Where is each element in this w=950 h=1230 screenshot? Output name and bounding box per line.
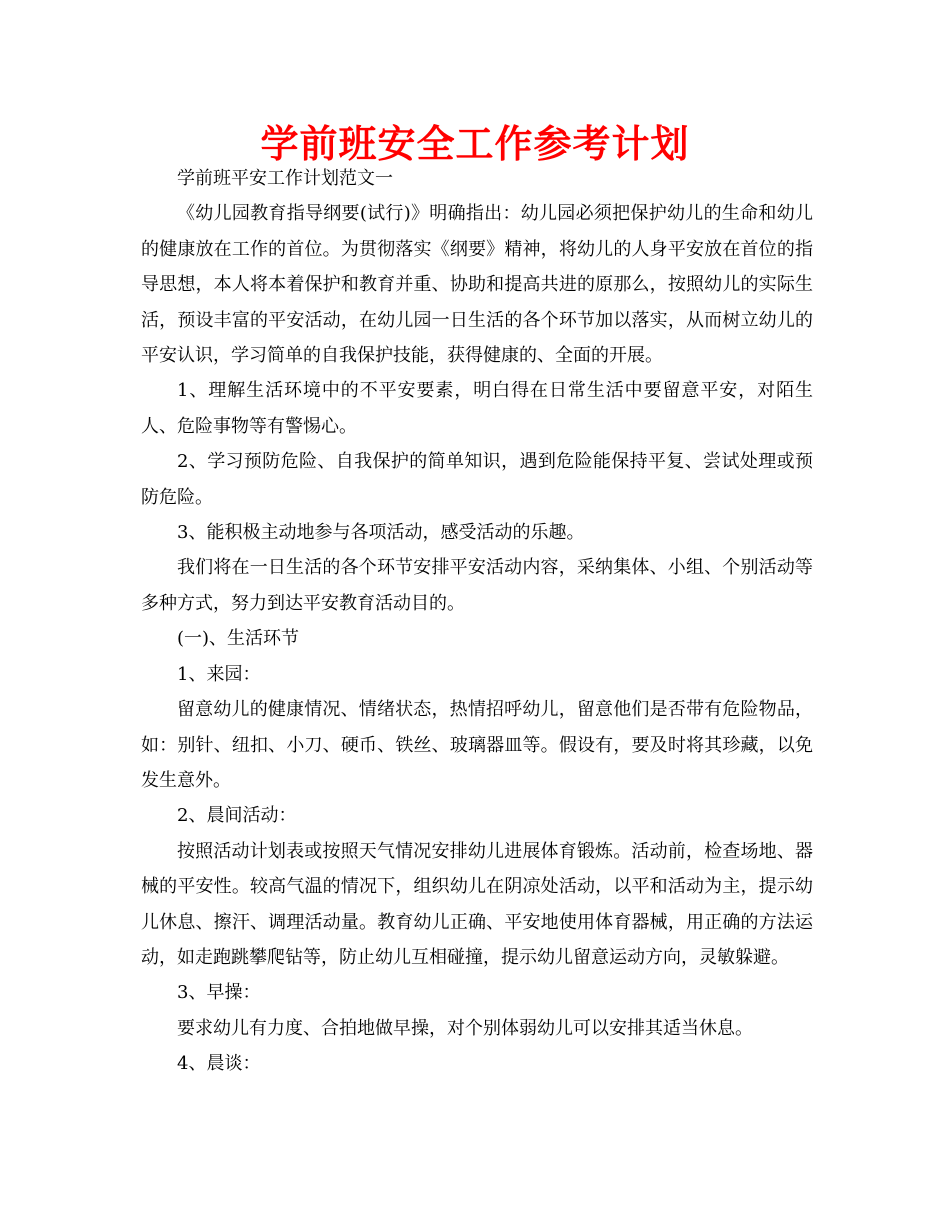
paragraph-goal-1: 1、理解生活环境中的不平安要素，明白得在日常生活中要留意平安，对陌生人、危险事物等有警惕心。: [141, 380, 813, 437]
item-heading-morning-talk: 4、晨谈：: [177, 1053, 261, 1075]
paragraph-goal-2: 2、学习预防危险、自我保护的简单知识，遇到危险能保持平复、尝试处理或预防危险。: [141, 451, 813, 508]
document-body: [141, 161, 813, 1082]
paragraph-goal-3: 3、能积极主动地参与各项活动，感受活动的乐趣。: [177, 522, 585, 544]
paragraph-morning-exercise: 要求幼儿有力度、合拍地做早操，对个别体弱幼儿可以安排其适当休息。: [177, 1017, 753, 1039]
paragraph-subtitle: 学前班平安工作计划范文一: [177, 168, 393, 189]
document-title: 学前班安全工作参考计划: [260, 122, 690, 166]
item-heading-morning-exercise: 3、早操：: [177, 982, 261, 1004]
paragraph-arrival: 留意幼儿的健康情况、情绪状态，热情招呼幼儿，留意他们是否带有危险物品，如：别针、纽扣、小刀、硬币、铁丝、玻璃器皿等。假设有，要及时将其珍藏，以免发生意外。: [141, 699, 813, 791]
item-heading-arrival: 1、来园：: [177, 663, 261, 685]
item-heading-morning-activity: 2、晨间活动：: [177, 805, 297, 827]
paragraph-methods: 我们将在一日生活的各个环节安排平安活动内容，采纳集体、小组、个别活动等多种方式，努力到达平安教育活动目的。: [141, 557, 813, 614]
paragraph-morning-activity: 按照活动计划表或按照天气情况安排幼儿进展体育锻炼。活动前，检查场地、器械的平安性。较高气温的情况下，组织幼儿在阴凉处活动，以平和活动为主，提示幼儿休息、擦汗、调理活动量。教育幼儿正确、平安地使用体育器械，用正确的方法运动，如走跑跳攀爬钻等，防止幼儿互相碰撞，提示幼儿留意运动方向，灵敏躲避。: [141, 840, 813, 968]
section-heading-life: (一)、生活环节: [177, 628, 300, 650]
paragraph-intro: 《幼儿园教育指导纲要(试行)》明确指出：幼儿园必须把保护幼儿的生命和幼儿的健康放在工作的首位。为贯彻落实《纲要》精神，将幼儿的人身平安放在首位的指导思想，本人将本着保护和教育并重、协助和提高共进的原那么，按照幼儿的实际生活，预设丰富的平安活动，在幼儿园一日生活的各个环节加以落实，从而树立幼儿的平安认识，学习简单的自我保护技能，获得健康的、全面的开展。: [141, 203, 813, 367]
